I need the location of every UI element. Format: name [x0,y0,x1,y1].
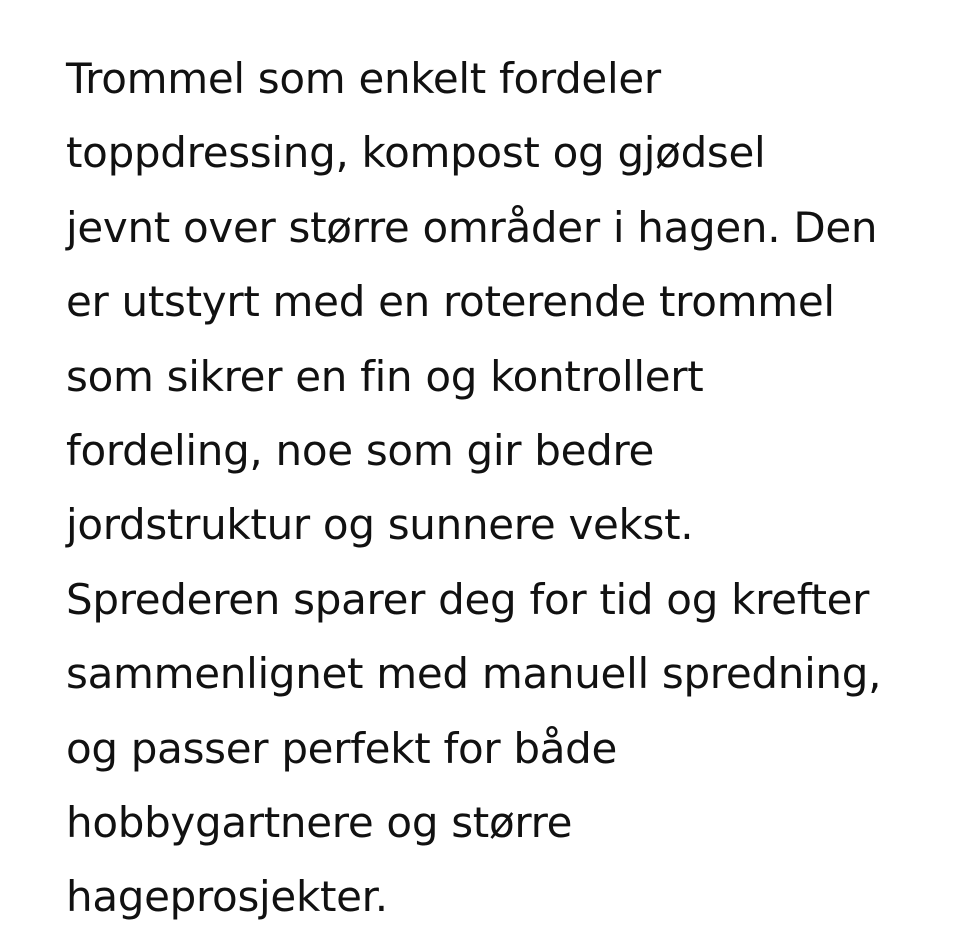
description-line: som sikrer en fin og kontrollert [66,351,704,401]
product-description [66,42,946,935]
description-line: fordeling, noe som gir bedre [66,425,655,475]
description-line: og passer perfekt for både [66,723,618,773]
description-line: hageprosjekter. [66,872,388,922]
description-line: er utstyrt med en roterende trommel [66,277,835,327]
description-line: jevnt over større områder i hagen. Den [66,202,878,252]
description-line: toppdressing, kompost og gjødsel [66,128,766,178]
description-line: hobbygartnere og større [66,797,573,847]
description-line: jordstruktur og sunnere vekst. [66,500,694,550]
description-line: Sprederen sparer deg for tid og krefter [66,574,870,624]
description-line: sammenlignet med manuell spredning, [66,649,882,699]
description-line: Trommel som enkelt fordeler [66,54,661,103]
